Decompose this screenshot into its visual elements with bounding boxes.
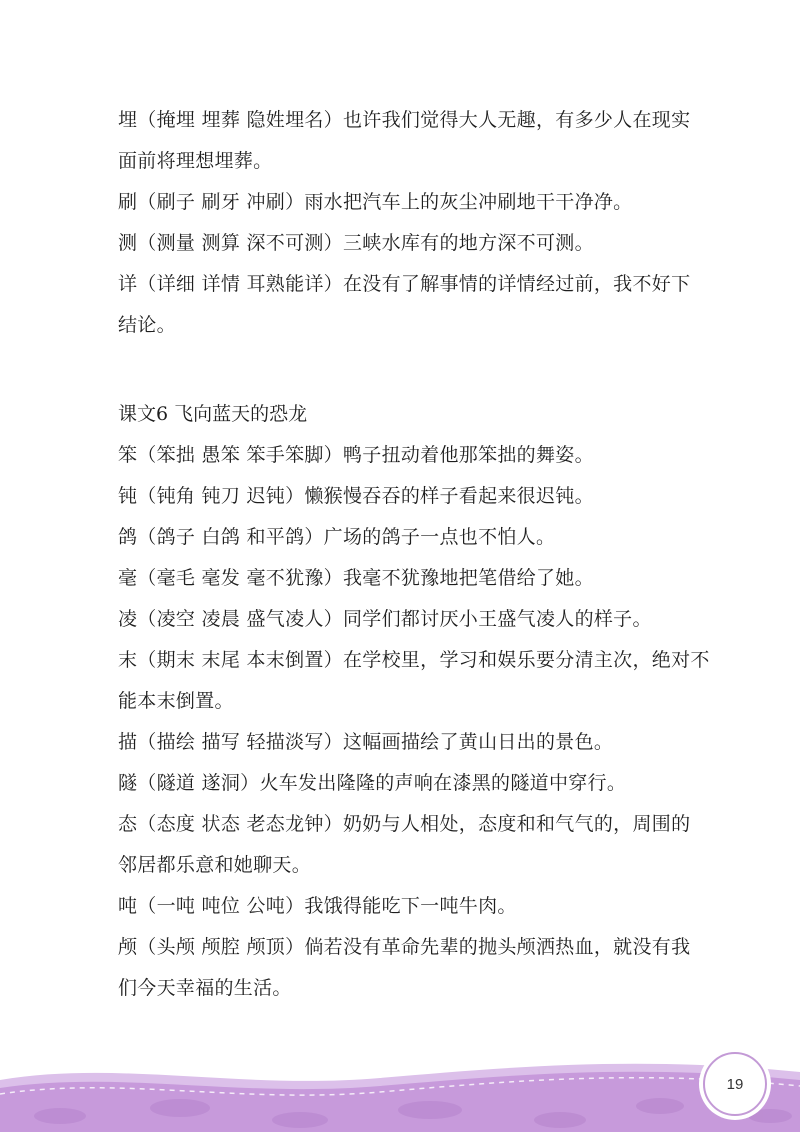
text-line: 鸽（鸽子 白鸽 和平鸽）广场的鸽子一点也不怕人。 — [118, 526, 556, 548]
text-line: 刷（刷子 刷牙 冲刷）雨水把汽车上的灰尘冲刷地干干净净。 — [118, 191, 633, 213]
page-content — [118, 100, 710, 1009]
text-line: 邻居都乐意和她聊天。 — [118, 854, 312, 876]
page-number-badge: 19 — [703, 1052, 767, 1116]
text-line: 凌（凌空 凌晨 盛气凌人）同学们都讨厌小王盛气凌人的样子。 — [118, 608, 652, 630]
footer-wave-decoration — [0, 1050, 800, 1132]
text-line: 颅（头颅 颅腔 颅顶）倘若没有革命先辈的抛头颅洒热血，就没有我 — [118, 936, 691, 958]
text-line: 结论。 — [118, 314, 176, 336]
text-line: 态（态度 状态 老态龙钟）奶奶与人相处，态度和和气气的，周围的 — [118, 813, 691, 835]
text-line: 毫（毫毛 毫发 毫不犹豫）我毫不犹豫地把笔借给了她。 — [118, 567, 594, 589]
text-line: 们今天幸福的生活。 — [118, 977, 292, 999]
text-line: 钝（钝角 钝刀 迟钝）懒猴慢吞吞的样子看起来很迟钝。 — [118, 485, 594, 507]
text-line: 面前将理想埋葬。 — [118, 150, 273, 172]
text-line: 笨（笨拙 愚笨 笨手笨脚）鸭子扭动着他那笨拙的舞姿。 — [118, 444, 594, 466]
text-line: 埋（掩埋 埋葬 隐姓埋名）也许我们觉得大人无趣，有多少人在现实 — [118, 109, 691, 131]
text-line: 测（测量 测算 深不可测）三峡水库有的地方深不可测。 — [118, 232, 594, 254]
section-spacer — [118, 346, 688, 394]
text-line: 吨（一吨 吨位 公吨）我饿得能吃下一吨牛肉。 — [118, 895, 517, 917]
text-line: 能本末倒置。 — [118, 690, 234, 712]
text-line: 隧（隧道 遂洞）火车发出隆隆的声响在漆黑的隧道中穿行。 — [118, 772, 627, 794]
lesson-heading: 课文6 飞向蓝天的恐龙 — [118, 403, 308, 425]
text-line: 描（描绘 描写 轻描淡写）这幅画描绘了黄山日出的景色。 — [118, 731, 614, 753]
text-line: 末（期末 末尾 本末倒置）在学校里，学习和娱乐要分清主次，绝对不 — [118, 649, 710, 671]
text-line: 详（详细 详情 耳熟能详）在没有了解事情的详情经过前，我不好下 — [118, 273, 691, 295]
